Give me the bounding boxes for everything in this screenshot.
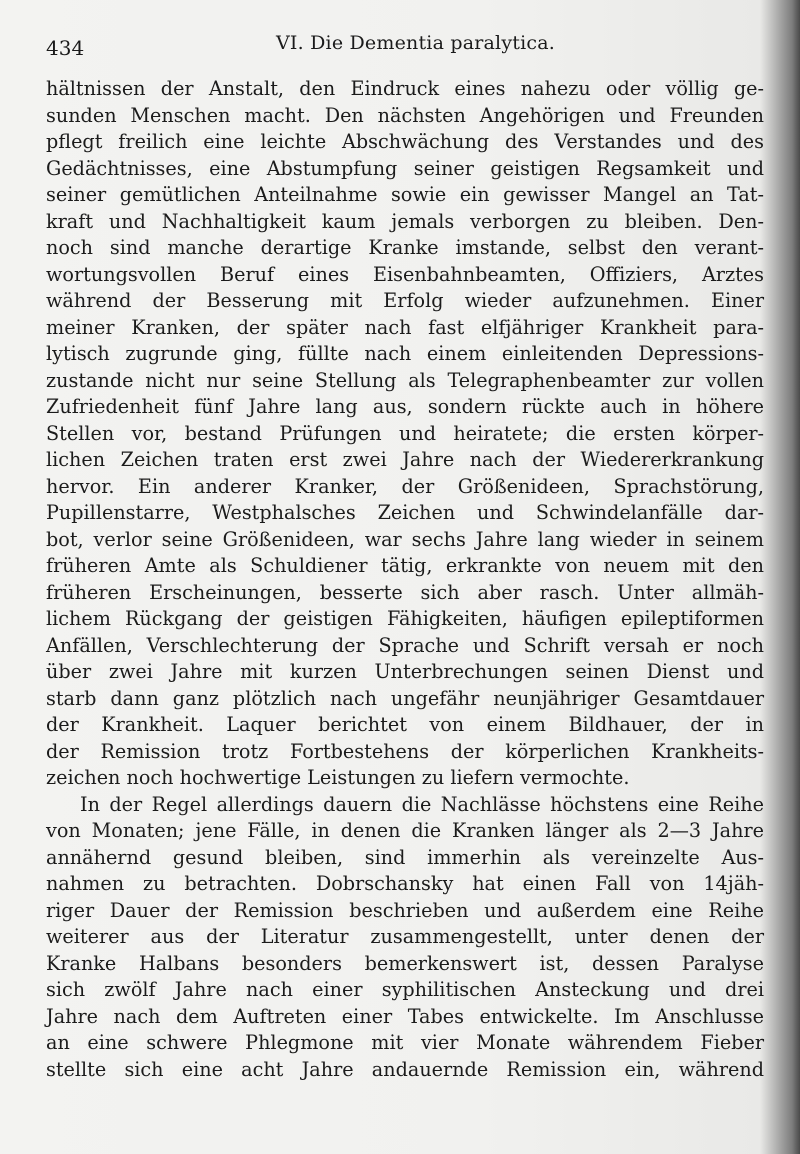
text-line: nahmen zu betrachten. Dobrschansky hat einen Fall von 14jäh- bbox=[46, 872, 764, 895]
text-line: früheren Erscheinungen, besserte sich aber rasch. Unter allmäh- bbox=[46, 580, 764, 604]
text-line: stellte sich eine acht Jahre andauernde Remission ein, während bbox=[46, 1057, 764, 1081]
text-line: bot, verlor seine Größenideen, war sechs Jahre lang wieder in seinem bbox=[46, 527, 764, 551]
text-line: Kranke Halbans besonders bemerkenswert ist, dessen Paralyse bbox=[46, 951, 764, 975]
text-line: kraft und Nachhaltigkeit kaum jemals verborgen zu bleiben. Den- bbox=[46, 209, 764, 233]
text-line: zustande nicht nur seine Stellung als Telegraphenbeamter zur vollen bbox=[46, 368, 764, 392]
body-text bbox=[46, 76, 764, 1083]
text-line: annähernd gesund bleiben, sind immerhin als vereinzelte Aus- bbox=[46, 845, 764, 869]
text-line: Zufriedenheit fünf Jahre lang aus, sondern rückte auch in höhere bbox=[46, 395, 764, 418]
text-line: sunden Menschen macht. Den nächsten Angehörigen und Freunden bbox=[46, 103, 764, 127]
text-line: seiner gemütlichen Anteilnahme sowie ein gewisser Mangel an Tat- bbox=[46, 183, 764, 206]
text-line: Anfällen, Verschlechterung der Sprache und Schrift versah er noch bbox=[46, 633, 764, 657]
page-number: 434 bbox=[46, 36, 85, 60]
text-line: von Monaten; jene Fälle, in denen die Kranken länger als 2—3 Jahre bbox=[46, 819, 764, 842]
text-line: der Krankheit. Laquer berichtet von einem Bildhauer, der in bbox=[46, 713, 764, 736]
text-line: der Remission trotz Fortbestehens der körperlichen Krankheits- bbox=[46, 739, 764, 763]
text-line: lichen Zeichen traten erst zwei Jahre nach der Wiedererkrankung bbox=[46, 448, 764, 471]
paragraph-end-line: zeichen noch hochwertige Leistungen zu liefern vermochte. bbox=[46, 766, 630, 789]
text-line: wortungsvollen Beruf eines Eisenbahnbeamten, Offiziers, Arztes bbox=[46, 262, 764, 286]
text-line: noch sind manche derartige Kranke imstande, selbst den verant- bbox=[46, 236, 764, 259]
text-line: früheren Amte als Schuldiener tätig, erkrankte von neuem mit den bbox=[46, 554, 764, 577]
chapter-title: VI. Die Dementia paralytica. bbox=[276, 32, 555, 54]
text-line: über zwei Jahre mit kurzen Unterbrechungen seinen Dienst und bbox=[46, 660, 764, 683]
text-line: Stellen vor, bestand Prüfungen und heiratete; die ersten körper- bbox=[46, 421, 764, 445]
text-line: meiner Kranken, der später nach fast elfjähriger Krankheit para- bbox=[46, 315, 764, 339]
text-line: Jahre nach dem Auftreten einer Tabes entwickelte. Im Anschlusse bbox=[46, 1004, 764, 1028]
text-line: an eine schwere Phlegmone mit vier Monate währendem Fieber bbox=[46, 1031, 764, 1054]
text-line: starb dann ganz plötzlich nach ungefähr neunjähriger Gesamtdauer bbox=[46, 686, 764, 710]
text-line: Pupillenstarre, Westphalsches Zeichen und Schwindelanfälle dar- bbox=[46, 501, 764, 524]
text-line: während der Besserung mit Erfolg wieder aufzunehmen. Einer bbox=[46, 289, 764, 312]
text-line: pflegt freilich eine leichte Abschwächung des Verstandes und des bbox=[46, 130, 764, 153]
text-line: Gedächtnisses, eine Abstumpfung seiner geistigen Regsamkeit und bbox=[46, 156, 764, 180]
text-line: lytisch zugrunde ging, füllte nach einem einleitenden Depressions- bbox=[46, 342, 764, 365]
text-line: riger Dauer der Remission beschrieben und außerdem eine Reihe bbox=[46, 898, 764, 922]
text-line: hältnissen der Anstalt, den Eindruck eines nahezu oder völlig ge- bbox=[46, 77, 764, 100]
text-line: weiterer aus der Literatur zusammengestellt, unter denen der bbox=[46, 925, 764, 948]
text-line: sich zwölf Jahre nach einer syphilitischen Ansteckung und drei bbox=[46, 978, 764, 1001]
paragraph-start-line: In der Regel allerdings dauern die Nachlässe höchstens eine Reihe bbox=[80, 792, 764, 816]
text-line: lichem Rückgang der geistigen Fähigkeiten, häufigen epileptiformen bbox=[46, 607, 764, 630]
running-head bbox=[46, 30, 764, 60]
text-line: hervor. Ein anderer Kranker, der Größenideen, Sprachstörung, bbox=[46, 474, 764, 498]
